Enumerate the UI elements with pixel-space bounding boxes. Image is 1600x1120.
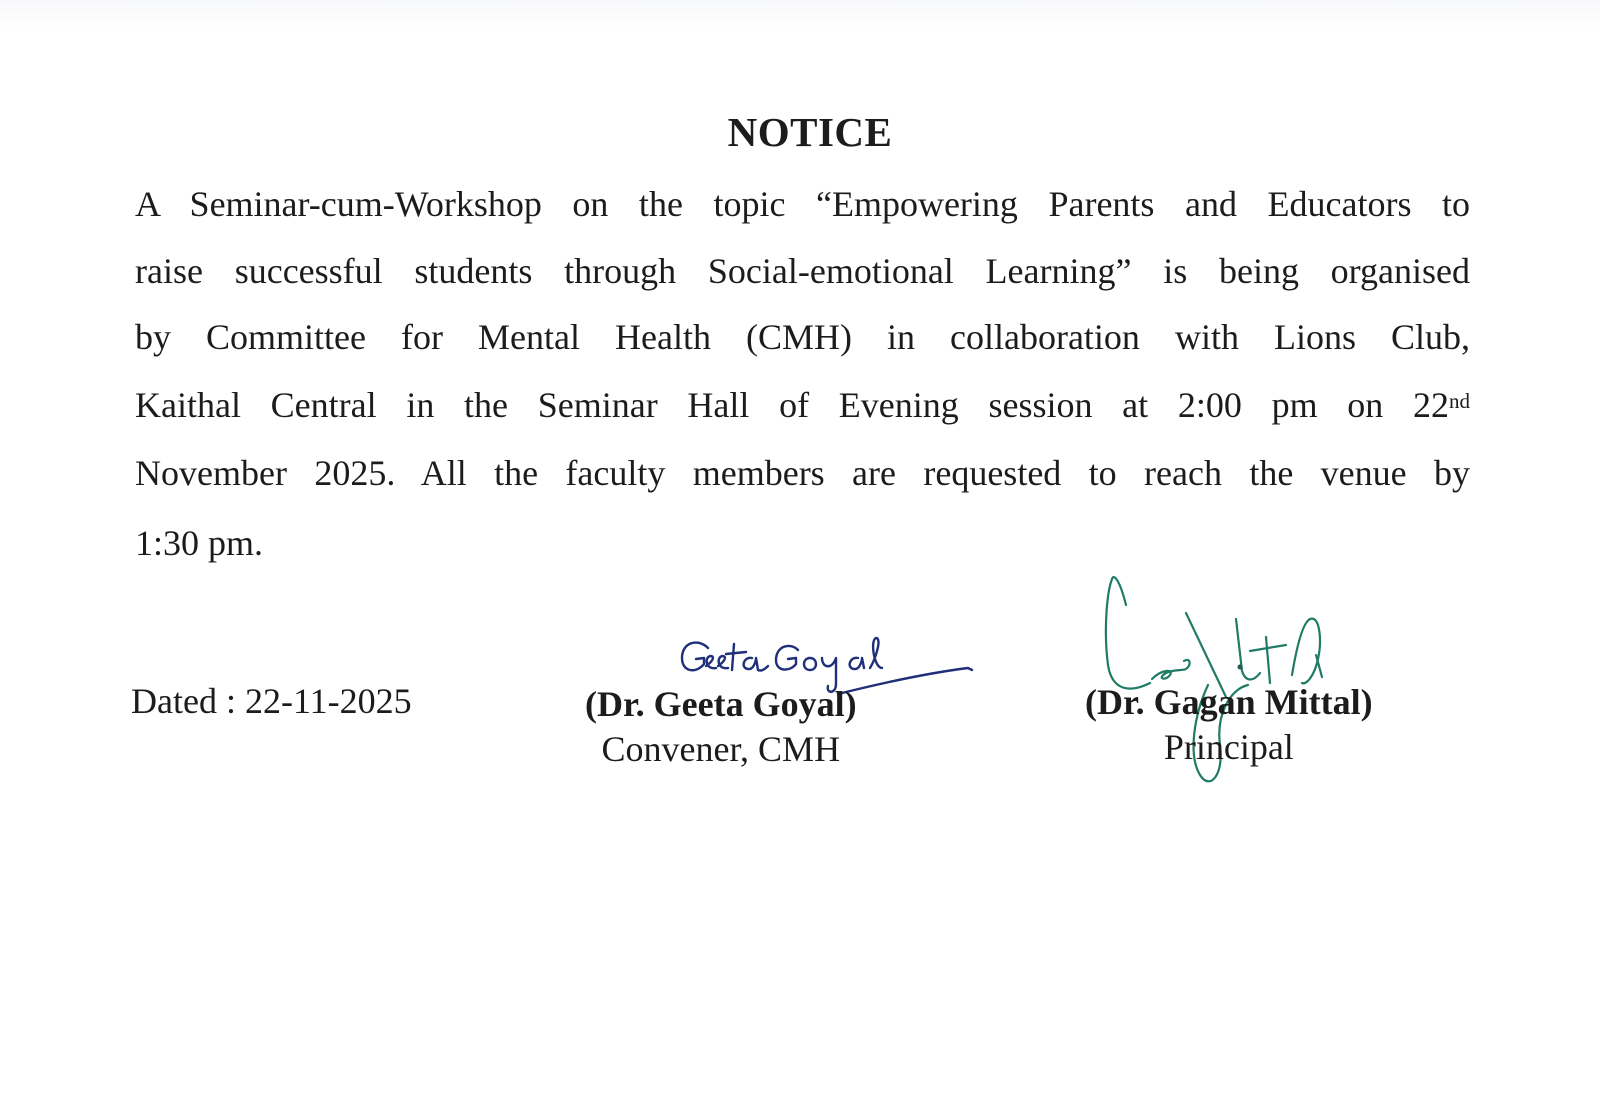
notice-body-line-6: 1:30 pm. — [135, 523, 264, 563]
notice-body-line-2: raise successful students through Social-emotional Learning” is being organised — [135, 251, 1470, 291]
dated-label: Dated : 22-11-2025 — [131, 681, 412, 721]
notice-body-line-1: A Seminar-cum-Workshop on the topic “Empowering Parents and Educators to — [135, 184, 1470, 224]
notice-body-line-3: by Committee for Mental Health (CMH) in collaboration with Lions Club, — [135, 317, 1470, 357]
notice-body-line-4-text: Kaithal Central in the Seminar Hall of Evening session at 2:00 pm on 22 — [135, 385, 1449, 425]
notice-title: NOTICE — [727, 109, 893, 155]
signatory-name: (Dr. Gagan Mittal) — [1085, 682, 1373, 722]
signatory-role: Convener, CMH — [601, 729, 841, 769]
signatory-gagan-mittal — [1085, 680, 1373, 770]
notice-body-line-5: November 2025. All the faculty members are requested to reach the venue by — [135, 453, 1470, 493]
signatory-geeta-goyal — [585, 682, 857, 772]
signatory-name: (Dr. Geeta Goyal) — [585, 684, 857, 724]
ordinal-suffix: nd — [1449, 389, 1470, 413]
notice-body-line-4 — [135, 384, 1470, 426]
signatory-role: Principal — [1163, 727, 1294, 767]
